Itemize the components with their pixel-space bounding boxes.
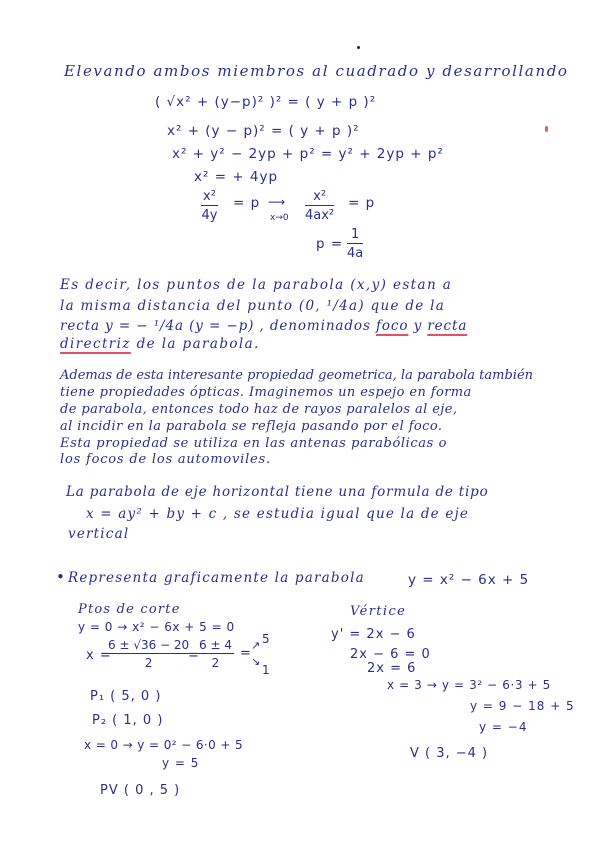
root-1: 1 bbox=[262, 663, 271, 677]
paragraph-3-line-3: vertical bbox=[68, 526, 130, 542]
paragraph-2-line-3: de parabola, entonces todo haz de rayos paralelos al eje, bbox=[60, 402, 458, 417]
point-pv: PV ( 0 , 5 ) bbox=[100, 783, 181, 798]
vertice-line-5: y = 9 − 18 + 5 bbox=[470, 699, 575, 713]
foco-term: foco bbox=[375, 318, 409, 334]
point-p2: P₂ ( 1, 0 ) bbox=[92, 713, 164, 728]
cortes-y-value: y = 5 bbox=[162, 756, 200, 770]
paragraph-3-line-1: La parabola de eje horizontal tiene una formula de tipo bbox=[66, 484, 489, 500]
cortes-title: Ptos de corte bbox=[78, 602, 181, 617]
fraction-1-equals: = p bbox=[233, 195, 261, 211]
red-ink-mark bbox=[545, 126, 548, 132]
recta-term: recta bbox=[427, 318, 468, 334]
ink-dot bbox=[357, 46, 360, 49]
limit-arrow: ⟶ bbox=[268, 195, 287, 209]
equation-4: x² = + 4yp bbox=[194, 169, 279, 185]
fraction-x2-over-4y: $\frac{\text{x²}}{4y}$ bbox=[201, 189, 218, 223]
task-statement: Representa graficamente la parabola bbox=[68, 570, 365, 586]
root-upper-branch: ↗ bbox=[251, 639, 262, 652]
paragraph-2-line-1: Ademas de esta interesante propiedad geometrica, la parabola también bbox=[60, 368, 534, 383]
vertex-point: V ( 3, −4 ) bbox=[410, 746, 489, 761]
directriz-term: directriz bbox=[60, 336, 131, 352]
cortes-y-axis-line: x = 0 → y = 0² − 6·0 + 5 bbox=[84, 738, 244, 752]
paragraph-2-line-4: al incidir en la parabola se refleja pasando por el foco. bbox=[60, 419, 443, 434]
equation-1: ( √x² + (y−p)² )² = ( y + p )² bbox=[155, 94, 377, 110]
quadratic-x-lhs: x = bbox=[86, 648, 112, 663]
paragraph-1-line-3: recta y = − ¹/4a (y = −p) , denominados foco y recta bbox=[60, 318, 468, 334]
vertice-line-1: y' = 2x − 6 bbox=[331, 627, 416, 642]
point-p1: P₁ ( 5, 0 ) bbox=[90, 689, 162, 704]
paragraph-1-line-2: la misma distancia del punto (0, ¹/4a) que de la bbox=[60, 298, 446, 314]
vertice-line-2: 2x − 6 = 0 bbox=[350, 647, 431, 662]
limit-label: x→0 bbox=[270, 213, 289, 223]
paragraph-1-line-1: Es decir, los puntos de la parabola (x,y) estan a bbox=[60, 277, 453, 293]
vertice-line-3: 2x = 6 bbox=[367, 661, 417, 676]
equation-3: x² + y² − 2yp + p² = y² + 2yp + p² bbox=[172, 146, 444, 162]
paragraph-1-line-4: directriz de la parabola. bbox=[60, 336, 260, 352]
intro-line: Elevando ambos miembros al cuadrado y desarrollando bbox=[64, 62, 569, 80]
quadratic-result-equals: = bbox=[240, 646, 252, 661]
equation-2: x² + (y − p)² = ( y + p )² bbox=[167, 123, 360, 139]
vertice-title: Vértice bbox=[350, 604, 407, 619]
fraction-2-equals: = p bbox=[348, 195, 376, 211]
root-5: 5 bbox=[262, 632, 271, 646]
root-lower-branch: ↘ bbox=[251, 655, 262, 668]
bullet: • bbox=[56, 568, 66, 586]
paragraph-3-line-2: x = ay² + by + c , se estudia igual que la de eje bbox=[86, 506, 470, 522]
quadratic-fraction: $\frac{6 \pm √36 - 20}{2}$ bbox=[108, 638, 190, 670]
vertice-line-6: y = −4 bbox=[479, 720, 528, 734]
p-result-fraction: $\frac{1}{4a}$ bbox=[347, 227, 364, 261]
paragraph-2-line-5: Esta propiedad se utiliza en las antenas parabólicas o bbox=[60, 436, 448, 451]
task-equation: y = x² − 6x + 5 bbox=[408, 572, 530, 588]
vertice-line-4: x = 3 → y = 3² − 6·3 + 5 bbox=[387, 678, 551, 692]
quadratic-equals: = bbox=[188, 648, 200, 663]
fraction-x2-over-4ax2: $\frac{\text{x²}}{\text{4ax²}}$ bbox=[305, 189, 335, 223]
p-result-lhs: p = bbox=[316, 236, 344, 252]
quadratic-simplified-fraction: $\frac{6 \pm 4}{2}$ bbox=[199, 638, 232, 670]
paragraph-2-line-6: los focos de los automoviles. bbox=[60, 452, 271, 467]
paragraph-2-line-2: tiene propiedades ópticas. Imaginemos un espejo en forma bbox=[60, 385, 472, 400]
cortes-line-1: y = 0 → x² − 6x + 5 = 0 bbox=[78, 620, 235, 634]
